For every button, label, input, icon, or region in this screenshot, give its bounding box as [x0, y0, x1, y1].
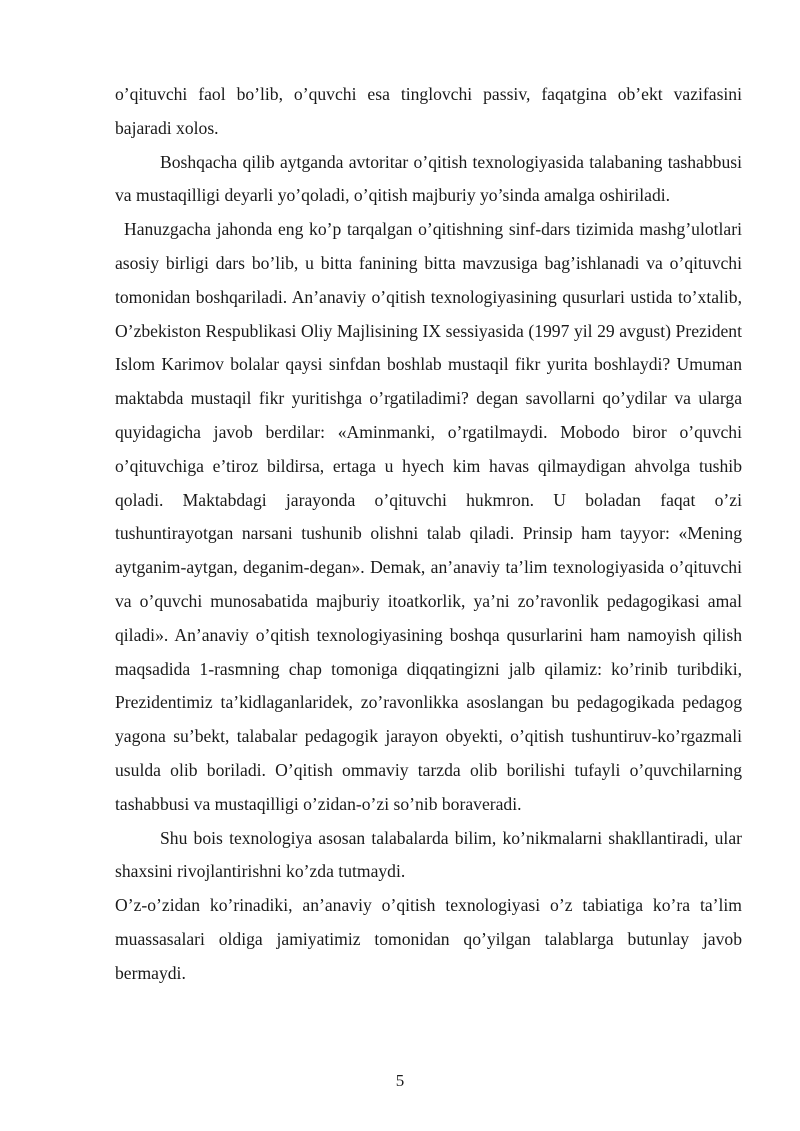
- paragraph-1: o’qituvchi faol bo’lib, o’quvchi esa tinglovchi passiv, faqatgina ob’ekt vazifasini bajaradi xolos.: [115, 84, 742, 138]
- document-page: [115, 78, 742, 991]
- paragraph-2: Boshqacha qilib aytganda avtoritar o’qitish texnologiyasida talabaning tashabbusi va mustaqilligi deyarli yo’qoladi, o’qitish majburiy yo’sinda amalga oshiriladi.: [115, 151, 742, 206]
- page-number: 5: [395, 1071, 405, 1090]
- paragraph-3: Hanuzgacha jahonda eng ko’p tarqalgan o’qitishning sinf-dars tizimida mashg’ulotlari asosiy birligi dars bo’lib, u bitta fanining bitta mavzusiga bag’ishlanadi va o’qituvchi tomonidan boshqariladi. An’anaviy o’qitish texnologiyasining qusurlari ustida to’xtalib, O’zbekiston Respublikasi Oliy Majlisining IX sessiyasida (1997 yil 29 avgust) Prezident Islom Karimov bolalar qaysi sinfdan boshlab mustaqil fikr yurita boshlaydi? Umuman maktabda mustaqil fikr yuritishga o’rgatiladimi? degan savollarni qo’ydilar va ularga quyidagicha javob berdilar: «Aminmanki, o’rgatilmaydi. Mobodo biror o’quvchi o’qituvchiga e’tiroz bildirsa, ertaga u hyech kim havas qilmaydigan ahvolga tushib qoladi. Maktabdagi jarayonda o’qituvchi hukmron. U boladan faqat o’zi tushuntirayotgan narsani tushunib olishni talab qiladi. Prinsip ham tayyor: «Mening aytganim-aytgan, deganim-degan». Demak, an’anaviy ta’lim texnologiyasida o’qituvchi va o’quvchi munosabatida majburiy itoatkorlik, ya’ni zo’ravonlik pedagogikasi amal qiladi». An’anaviy o’qitish texnologiyasining boshqa qusurlarini ham namoyish qilish maqsadida 1-rasmning chap tomoniga diqqatingizni jalb qilamiz: ko’rinib turibdiki, Prezidentimiz ta’kidlaganlaridek, zo’ravonlikka asoslangan bu pedagogikada pedagog yagona su’bekt, talabalar pedagogik jarayon obyekti, o’qitish tushuntiruv-ko’rgazmali usulda olib boriladi. O’qitish ommaviy tarzda olib borilishi tufayli o’quvchilarning tashabbusi va mustaqilligi o’zidan-o’zi so’nib boraveradi.: [115, 219, 742, 814]
- paragraph-5: O’z-o’zidan ko’rinadiki, an’anaviy o’qitish texnologiyasi o’z tabiatiga ko’ra ta’lim muassasalari oldiga jamiyatimiz tomonidan qo’yilgan talablarga butunlay javob bermaydi.: [115, 895, 742, 983]
- paragraph-4: Shu bois texnologiya asosan talabalarda bilim, ko’nikmalarni shakllantiradi, ular shaxsini rivojlantirishni ko’zda tutmaydi.: [115, 827, 742, 882]
